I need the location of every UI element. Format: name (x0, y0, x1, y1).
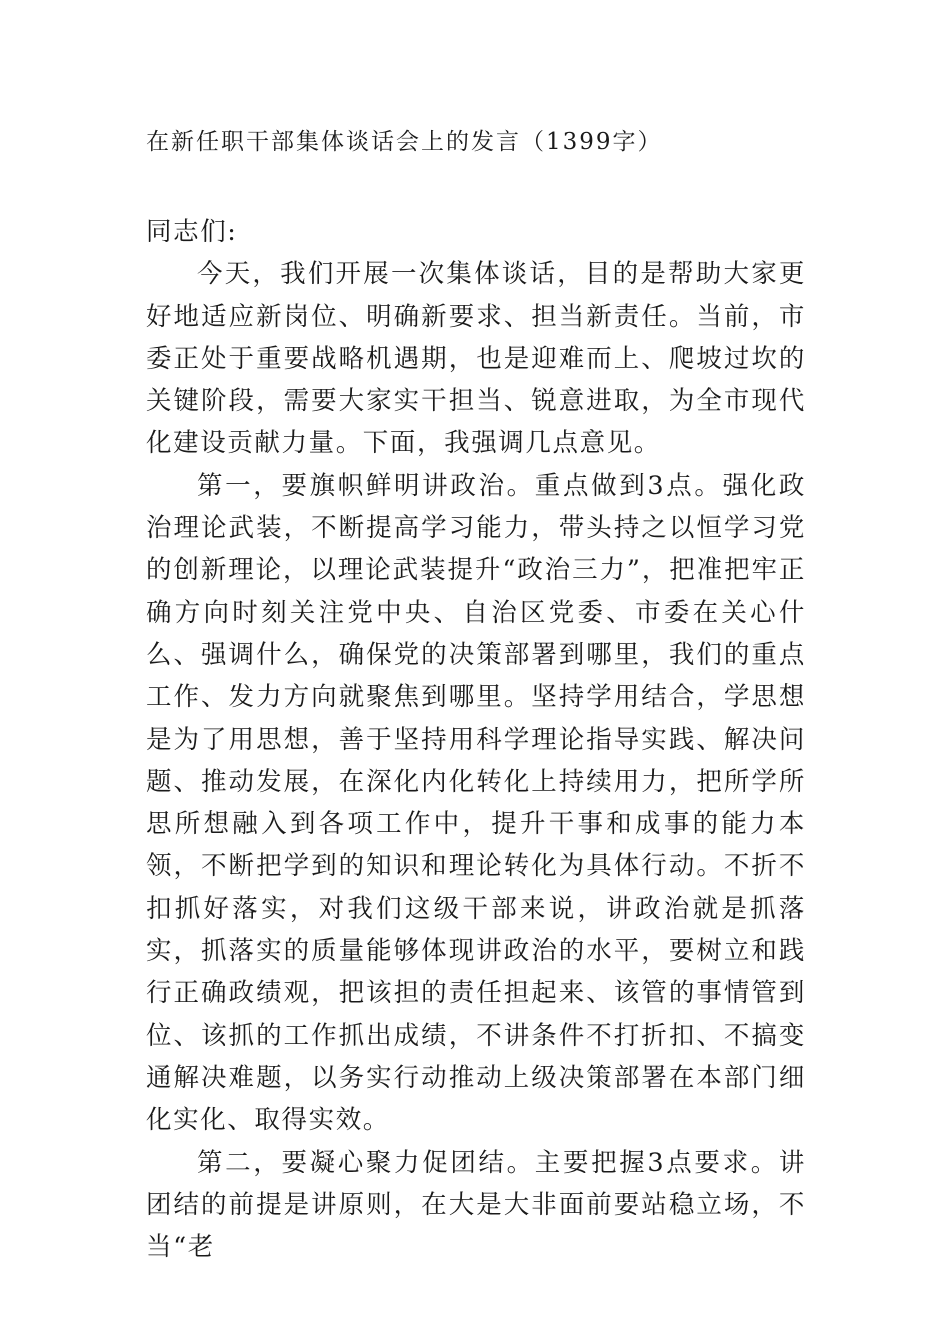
document-title: 在新任职干部集体谈话会上的发言（1399字） (146, 129, 663, 155)
paragraph-second-point: 第二，要凝心聚力促团结。主要把握3点要求。讲团结的前提是讲原则，在大是大非面前要站稳立场，不当“老 (146, 1147, 806, 1263)
paragraph-intro: 今天，我们开展一次集体谈话，目的是帮助大家更好地适应新岗位、明确新要求、担当新责任。当前，市委正处于重要战略机遇期，也是迎难而上、爬坡过坎的关键阶段，需要大家实干担当、锐意进取，为全市现代化建设贡献力量。下面，我强调几点意见。 (146, 259, 806, 459)
document-body (146, 211, 806, 1268)
salutation: 同志们: (146, 217, 238, 247)
paragraph-first-point: 第一，要旗帜鲜明讲政治。重点做到3点。强化政治理论武装，不断提高学习能力，带头持之以恒学习党的创新理论，以理论武装提升“政治三力”，把准把牢正确方向时刻关注党中央、自治区党委、市委在关心什么、强调什么，确保党的决策部署到哪里，我们的重点工作、发力方向就聚焦到哪里。坚持学用结合，学思想是为了用思想，善于坚持用科学理论指导实践、解决问题、推动发展，在深化内化转化上持续用力，把所学所思所想融入到各项工作中，提升干事和成事的能力本领，不断把学到的知识和理论转化为具体行动。不折不扣抓好落实，对我们这级干部来说，讲政治就是抓落实，抓落实的质量能够体现讲政治的水平，要树立和践行正确政绩观，把该担的责任担起来、该管的事情管到位、该抓的工作抓出成绩，不讲条件不打折扣、不搞变通解决难题，以务实行动推动上级决策部署在本部门细化实化、取得实效。 (146, 470, 806, 1136)
